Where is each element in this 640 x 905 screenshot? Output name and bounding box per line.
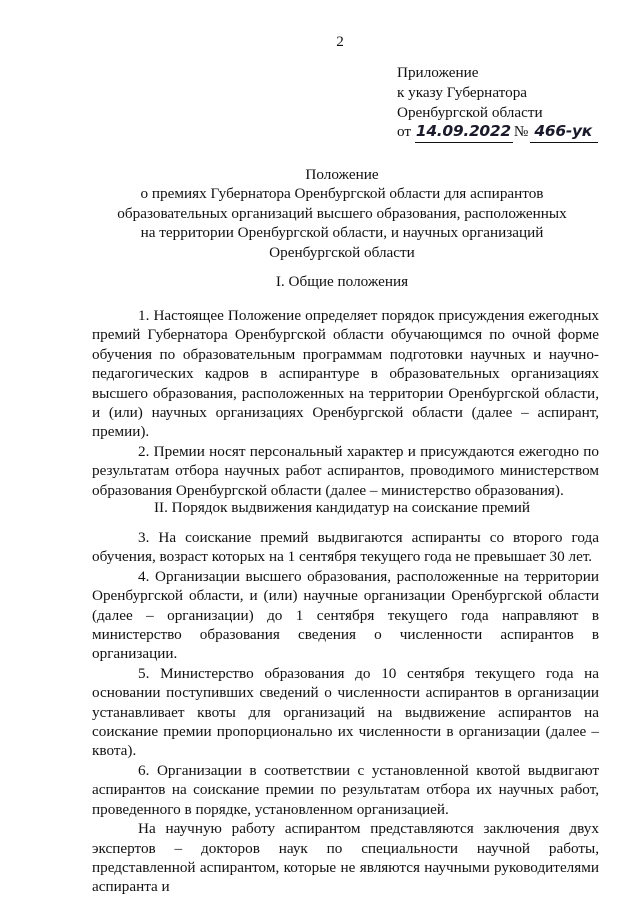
handwritten-number: 466-ук [530, 122, 598, 143]
title-line-5: Оренбургской области [269, 243, 415, 261]
appendix-from-label: от [397, 123, 412, 141]
title-line-2: о премиях Губернатора Оренбургской области для аспирантов [140, 185, 544, 203]
section-general-body [92, 306, 599, 500]
page-number: 2 [336, 33, 344, 50]
document-title [92, 165, 592, 262]
appendix-number-label: № [513, 123, 529, 141]
paragraph: 5. Министерство образования до 10 сентября текущего года на основании поступивших сведений о численности аспирантов в организации устанавливает квоты для организаций на выдвижение аспирантов на соискание премии пропорционально их численности в организации (далее – квота). [92, 664, 599, 760]
paragraph: 1. Настоящее Положение определяет порядок присуждения ежегодных премий Губернатора Оренбургской области обучающимся по очной форме обучения по образовательным программам подготовки научных и научно-педагогических кадров в аспирантуре в образовательных организациях высшего образования, расположенных на территории Оренбургской области, и (или) научных организациях Оренбургской области (далее – аспирант, премии). [92, 307, 599, 441]
appendix-line-2: к указу Губернатора [397, 83, 528, 101]
title-line-3: образовательных организаций высшего образования, расположенных [117, 204, 567, 222]
section-heading-general: I. Общие положения [275, 273, 409, 290]
paragraph: 4. Организации высшего образования, расположенные на территории Оренбургской области, и (или) научные организации Оренбургской области (далее – организации) до 1 сентября текущего года направляют в министерство образования сведения о численности аспирантов в организации. [92, 567, 599, 663]
appendix-line-3: Оренбургской области [397, 103, 543, 121]
title-line-1: Положение [305, 166, 379, 183]
appendix-block [397, 63, 598, 143]
appendix-date-number-row [397, 122, 598, 143]
paragraph: На научную работу аспирантом представляются заключения двух экспертов – докторов наук по специальности научной работы, представленной аспирантом, которые не являются научными руководителями аспиранта и [92, 820, 599, 896]
section-heading-nomination: II. Порядок выдвижения кандидатур на соискание премий [153, 499, 531, 516]
paragraph: 3. На соискание премий выдвигаются аспиранты со второго года обучения, возраст которых на 1 сентября текущего года не превышает 30 лет. [92, 529, 599, 566]
paragraph: 6. Организации в соответствии с установленной квотой выдвигают аспирантов на соискание премии по результатам отбора их научных работ, проведенного в порядке, установленном организацией. [92, 761, 599, 818]
handwritten-date: 14.09.2022 [415, 122, 513, 143]
title-line-4: на территории Оренбургской области, и научных организаций [140, 224, 544, 242]
paragraph: 2. Премии носят персональный характер и присуждаются ежегодно по результатам отбора научных работ аспирантов, проводимого министерством образования Оренбургской области (далее – министерство образования). [92, 442, 599, 499]
appendix-line-1: Приложение [397, 64, 479, 81]
section-nomination-body [92, 528, 599, 897]
